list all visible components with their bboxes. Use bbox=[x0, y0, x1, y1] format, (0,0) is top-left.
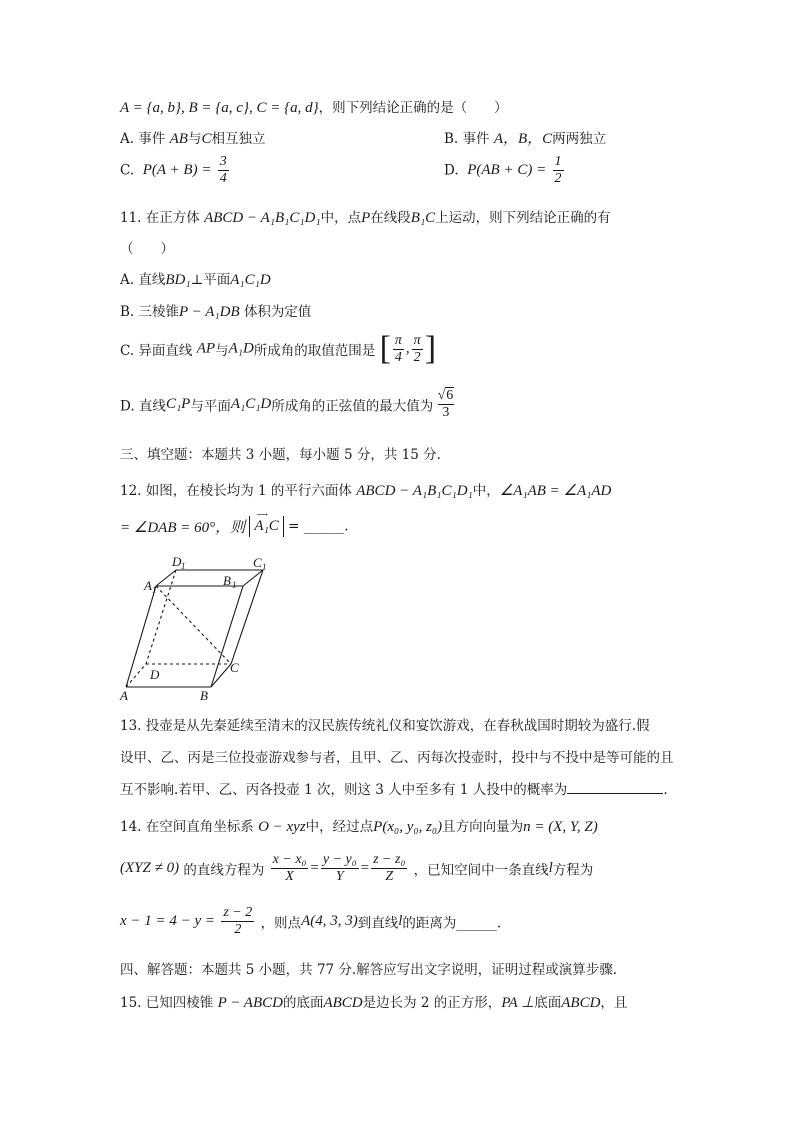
q14-line-1-text: 14. 在空间直角坐标系 bbox=[120, 819, 254, 835]
answer-blank bbox=[567, 781, 663, 794]
q15-line-1-mid2: 是边长为 2 的正方形， bbox=[362, 995, 502, 1011]
q14-line-1-mid: 中，经过点 bbox=[305, 819, 374, 835]
q11-option-d-mid: 与平面 bbox=[190, 398, 231, 415]
q15-base-2: ABCD bbox=[561, 995, 601, 1011]
section-3-heading: 三、填空题：本题共 3 小题，每小题 5 分，共 15 分. bbox=[120, 447, 441, 463]
section-4-heading: 四、解答题：本题共 5 小题，共 77 分.解答应写出文字说明，证明过程或演算步骤. bbox=[120, 962, 618, 978]
q10-option-b-abc: A，B，C bbox=[493, 131, 553, 147]
frac-denominator: 3 bbox=[442, 405, 450, 420]
q11-option-a-line: BD₁ bbox=[165, 272, 191, 288]
q10-option-a-end: 相互独立 bbox=[211, 131, 266, 147]
radicand: 6 bbox=[446, 388, 454, 403]
q15-line-1-end: ，且 bbox=[600, 995, 628, 1011]
q11-option-a-label: A. 直线 bbox=[120, 272, 166, 288]
q10-option-a-mid: 与 bbox=[187, 131, 202, 147]
label-c: C bbox=[230, 660, 239, 675]
label-d1-sub: 1 bbox=[181, 561, 186, 571]
q10-option-b-label: B. 事件 bbox=[444, 131, 490, 147]
q10-option-d-expr: P(AB + C) = bbox=[467, 162, 547, 178]
label-a: A bbox=[120, 688, 128, 702]
frac-denominator: 2 bbox=[234, 922, 242, 937]
q11-option-b bbox=[120, 300, 311, 321]
q15-line-1-mid3: 底面 bbox=[534, 995, 562, 1011]
q11-option-c-label: C. 异面直线 bbox=[120, 343, 193, 359]
label-b1: B bbox=[223, 573, 231, 588]
interval-lower bbox=[393, 333, 404, 366]
q11-stem-mid: 中，点 bbox=[320, 210, 362, 226]
frac-denominator: 4 bbox=[394, 349, 402, 365]
q10-option-d bbox=[444, 154, 566, 187]
q14-answer-blank: 的距离为______. bbox=[402, 915, 502, 932]
q11-stem-mid2: 在线段 bbox=[370, 210, 411, 226]
label-b: B bbox=[200, 688, 208, 702]
q10-prompt: ，则下列结论正确的是（ ） bbox=[318, 100, 508, 116]
q13-line-3 bbox=[120, 778, 668, 798]
q14-line-2-text: 的直线方程为 bbox=[183, 862, 265, 879]
right-bracket: ] bbox=[424, 330, 437, 367]
q12-solid: ABCD − A₁B₁C₁D₁ bbox=[356, 483, 473, 499]
q13-line-1: 13. 投壶是从先秦延续至清末的汉民族传统礼仪和宴饮游戏，在春秋战国时期较为盛行.假 bbox=[120, 718, 650, 734]
q12-line-2 bbox=[120, 510, 349, 537]
q11-option-d-label: D. 直线 bbox=[120, 398, 166, 415]
q10-option-c-expr: P(A + B) = bbox=[142, 162, 212, 178]
vector-magnitude bbox=[249, 510, 283, 537]
q10-option-d-fraction bbox=[553, 154, 564, 187]
q10-sets: A = {a, b}, B = {a, c}, C = {a, d} bbox=[120, 100, 319, 116]
sqrt-fraction bbox=[438, 388, 455, 421]
label-c1: C bbox=[253, 555, 262, 570]
equals-sign: = bbox=[360, 860, 370, 876]
q12-line-2-text: = ∠DAB = 60°，则 bbox=[120, 520, 246, 536]
q11-option-c-a1d: A₁D bbox=[228, 340, 254, 357]
frac-numerator: π bbox=[413, 332, 421, 348]
frac-numerator: x − x₀ bbox=[272, 852, 307, 867]
q10-option-d-label: D. bbox=[444, 162, 459, 179]
diagonal-a1c bbox=[156, 586, 231, 664]
parallelepiped-figure bbox=[118, 554, 278, 702]
q13-line-2: 设甲、乙、丙是三位投壶游戏参与者，且甲、乙、丙每次投壶时，投中与不投中是等可能的且 bbox=[120, 750, 674, 766]
frac-denominator: X bbox=[285, 869, 294, 884]
q14-line-equation: x − 1 = 4 − y = bbox=[120, 913, 216, 929]
q11-cube: ABCD − A₁B₁C₁D₁ bbox=[204, 210, 321, 226]
frac-numerator: π bbox=[394, 332, 402, 348]
q11-option-d bbox=[120, 388, 454, 421]
frac-denominator: Y bbox=[335, 869, 344, 884]
q15-line-1 bbox=[120, 991, 627, 1012]
frac-numerator: √6 bbox=[437, 388, 454, 403]
q11-option-d-line: C₁P bbox=[165, 396, 191, 412]
q12-line-1-text: 12. 如图，在棱长均为 1 的平行六面体 bbox=[120, 483, 352, 499]
eq-fraction-x bbox=[271, 852, 309, 885]
equals-sign: = bbox=[310, 860, 319, 876]
z-fraction bbox=[221, 905, 254, 938]
q12-line-1 bbox=[120, 479, 611, 500]
q11-option-c-ap: AP bbox=[196, 340, 216, 357]
q11-option-c-mid: 与 bbox=[215, 343, 229, 359]
edge-bc bbox=[211, 664, 231, 687]
q11-option-b-end: 体积为定值 bbox=[243, 304, 312, 320]
q14-line-l: l bbox=[548, 860, 553, 876]
q11-option-d-end: 所成角的正弦值的最大值为 bbox=[271, 398, 434, 415]
q14-line-3-mid: 到直线 bbox=[357, 915, 399, 932]
q12-line-1-mid: 中， bbox=[472, 483, 500, 499]
eq-fraction-y bbox=[321, 852, 359, 885]
q14-line-2-mid: ，已知空间中一条直线 bbox=[413, 862, 549, 879]
q10-option-c-label: C. bbox=[120, 162, 135, 179]
frac-numerator: z − z₀ bbox=[373, 852, 406, 867]
q12-answer-blank: = ______. bbox=[288, 518, 349, 535]
q14-point-a: A(4, 3, 3) bbox=[301, 913, 358, 929]
q15-pyramid: P − ABCD bbox=[217, 995, 283, 1011]
q10-stem bbox=[120, 96, 508, 117]
q14-point: P(x₀, y₀, z₀) bbox=[373, 819, 443, 835]
q13-line-3-end: . bbox=[663, 782, 668, 798]
frac-denominator: 2 bbox=[554, 171, 562, 186]
q14-line-3-text: ，则点 bbox=[260, 915, 302, 932]
label-d: D bbox=[150, 667, 160, 682]
q11-option-b-label: B. 三棱锥 bbox=[120, 304, 180, 320]
frac-numerator: z − 2 bbox=[223, 905, 253, 920]
eq-fraction-z bbox=[371, 852, 407, 885]
q11-stem bbox=[120, 206, 611, 227]
q12-angle: ∠A₁AB = ∠A₁AD bbox=[499, 483, 612, 499]
q10-option-a-ab: AB bbox=[169, 131, 188, 147]
frac-denominator: 2 bbox=[413, 349, 421, 365]
q11-stem-start: 11. 在正方体 bbox=[120, 210, 200, 226]
q15-base: ABCD bbox=[323, 995, 363, 1011]
q14-line-2-end: 方程为 bbox=[552, 862, 594, 879]
q11-option-c bbox=[120, 332, 436, 366]
q11-option-d-plane: A₁C₁D bbox=[230, 396, 272, 412]
label-a1: A bbox=[144, 578, 152, 593]
q11-paren: （ ） bbox=[120, 241, 174, 257]
vector-a1c: A₁C bbox=[254, 518, 279, 534]
q11-option-a bbox=[120, 268, 271, 289]
q14-condition: (XYZ ≠ 0) bbox=[120, 860, 180, 876]
q14-line-1-mid2: 且方向向量为 bbox=[442, 819, 524, 835]
q10-option-c-fraction bbox=[218, 154, 229, 187]
label-d1: D bbox=[172, 554, 182, 569]
q14-line-1 bbox=[120, 815, 598, 836]
frac-denominator: 4 bbox=[219, 171, 227, 186]
q11-segment: B₁C bbox=[410, 210, 436, 226]
q11-point-p: P bbox=[361, 210, 371, 226]
q10-option-a bbox=[120, 127, 265, 148]
frac-numerator: 3 bbox=[219, 154, 227, 169]
frac-denominator: Z bbox=[385, 869, 394, 884]
q10-option-a-c: C bbox=[201, 131, 212, 147]
left-bracket: [ bbox=[379, 330, 391, 367]
q10-option-b-end: 两两独立 bbox=[552, 131, 607, 147]
q14-line-2 bbox=[120, 852, 593, 885]
frac-numerator: 1 bbox=[554, 154, 562, 169]
interval-upper bbox=[412, 333, 423, 366]
q14-line-l-2: l bbox=[398, 913, 403, 929]
q15-line-1-text: 15. 已知四棱锥 bbox=[120, 995, 214, 1011]
interval-comma: , bbox=[405, 340, 410, 357]
q13-line-3-text: 互不影响.若甲、乙、丙各投壶 1 次，则这 3 人中至多有 1 人投中的概率为 bbox=[120, 782, 568, 798]
q14-line-3 bbox=[120, 905, 501, 938]
label-c1-sub: 1 bbox=[262, 562, 267, 572]
label-a1-sub: 1 bbox=[152, 585, 157, 595]
q11-stem-end: 上运动，则下列结论正确的有 bbox=[435, 210, 611, 226]
q14-direction-vector: n = (X, Y, Z) bbox=[523, 819, 598, 835]
q11-option-a-mid: ⊥平面 bbox=[190, 272, 231, 288]
q11-option-b-pyramid: P − A₁DB bbox=[179, 304, 240, 320]
q11-option-c-end: 所成角的取值范围是 bbox=[253, 343, 376, 359]
q10-option-b bbox=[444, 127, 606, 148]
q11-option-a-plane: A₁C₁D bbox=[230, 272, 271, 288]
label-b1-sub: 1 bbox=[232, 580, 237, 590]
frac-numerator: y − y₀ bbox=[322, 852, 357, 867]
vector-arrow-icon: ⟶ bbox=[256, 510, 267, 519]
q15-line-1-mid: 的底面 bbox=[282, 995, 324, 1011]
q10-option-c bbox=[120, 154, 231, 187]
q14-coord-system: O − xyz bbox=[258, 819, 306, 835]
q10-option-a-label: A. 事件 bbox=[120, 131, 166, 147]
q15-pa: PA ⊥ bbox=[501, 995, 535, 1011]
